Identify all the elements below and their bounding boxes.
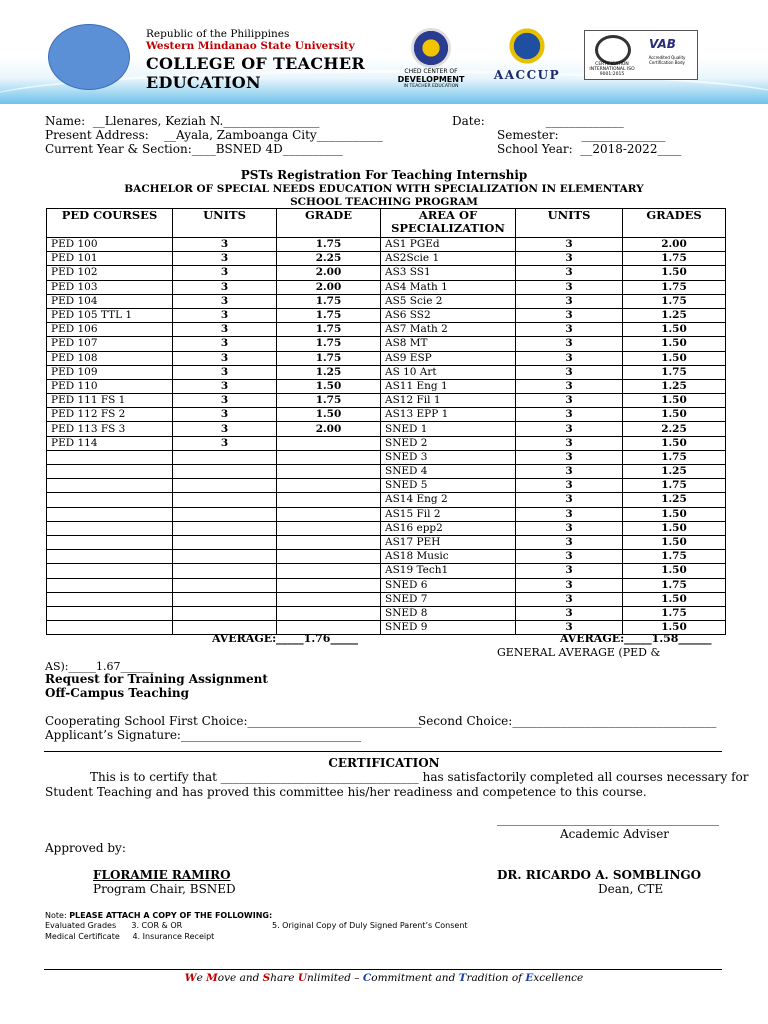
table-row (47, 550, 726, 564)
ped-grade-cell (277, 465, 381, 479)
university-seal-icon (48, 24, 130, 90)
as-course-cell: AS16 epp2 (381, 521, 516, 535)
program-chair-name: FLORAMIE RAMIRO (93, 868, 231, 882)
ched-big-text: DEVELOPMENT (397, 75, 465, 84)
certification-line1: This is to certify that _________________________________ has satisfactorily completed all courses necessary for (90, 770, 749, 784)
ped-units-cell (173, 578, 277, 592)
motto-w5-rest: ommitment and (371, 972, 459, 984)
as-units-cell: 3 (516, 592, 623, 606)
as-units-cell: 3 (516, 351, 623, 365)
motto-w2: M (206, 972, 218, 984)
ped-course-cell: PED 100 (47, 238, 173, 252)
motto-w6-rest: radition of (466, 972, 526, 984)
certification-line2: Student Teaching and has proved this committee his/her readiness and competence to this course. (45, 785, 647, 799)
as-grade-cell: 1.75 (623, 280, 726, 294)
ched-logo (390, 28, 472, 88)
as-grade-cell: 2.25 (623, 422, 726, 436)
ped-units-cell: 3 (173, 323, 277, 337)
table-row (47, 294, 726, 308)
ped-grade-cell: 1.75 (277, 323, 381, 337)
ped-grade-cell: 1.25 (277, 365, 381, 379)
ped-grade-cell (277, 436, 381, 450)
program-title-line2: SCHOOL TEACHING PROGRAM (290, 196, 478, 208)
motto-w6: T (458, 972, 467, 984)
as-course-cell: AS14 Eng 2 (381, 493, 516, 507)
grades-table (46, 208, 726, 635)
table-row (47, 422, 726, 436)
vab-desc: Accredited Quality Certification Body (648, 55, 686, 65)
as-units-cell: 3 (516, 564, 623, 578)
as-grade-cell: 1.75 (623, 606, 726, 620)
as-grade-cell: 1.50 (623, 266, 726, 280)
second-choice-field: Second Choice:__________________________________ (418, 714, 717, 728)
ped-units-cell (173, 550, 277, 564)
table-row (47, 266, 726, 280)
ped-grade-cell: 1.75 (277, 238, 381, 252)
as-course-cell: SNED 7 (381, 592, 516, 606)
ped-units-cell (173, 535, 277, 549)
motto-w1: W (184, 972, 197, 984)
as-units-cell: 3 (516, 323, 623, 337)
header-area-of-specialization: AREA OF SPECIALIZATION (381, 209, 516, 238)
ped-grade-cell: 1.75 (277, 337, 381, 351)
note-heading-text: PLEASE ATTACH A COPY OF THE FOLLOWING: (69, 911, 273, 920)
header-units: UNITS (173, 209, 277, 238)
address-field: Present Address: __Ayala, Zamboanga City___________ (45, 128, 383, 142)
ped-course-cell: PED 112 FS 2 (47, 408, 173, 422)
academic-adviser-label: Academic Adviser (560, 827, 670, 841)
program-chair-title: Program Chair, BSNED (93, 882, 236, 896)
as-course-cell: AS9 ESP (381, 351, 516, 365)
as-course-cell: AS5 Scie 2 (381, 294, 516, 308)
as-units-cell: 3 (516, 379, 623, 393)
as-course-cell: AS 10 Art (381, 365, 516, 379)
college-line1: COLLEGE OF TEACHER (146, 54, 365, 73)
ped-course-cell (47, 564, 173, 578)
table-row (47, 238, 726, 252)
note-heading (45, 911, 272, 920)
vab-text: VAB (649, 37, 676, 51)
ped-grade-cell (277, 535, 381, 549)
aaccup-logo (482, 26, 572, 82)
as-units-cell: 3 (516, 450, 623, 464)
ped-grade-cell (277, 450, 381, 464)
ped-grade-cell: 1.50 (277, 408, 381, 422)
ped-units-cell: 3 (173, 337, 277, 351)
as-grade-cell: 1.25 (623, 493, 726, 507)
as-units-cell: 3 (516, 550, 623, 564)
table-row (47, 337, 726, 351)
as-units-cell: 3 (516, 266, 623, 280)
ped-grade-cell: 2.00 (277, 422, 381, 436)
semester-field: Semester: ______________ (497, 128, 666, 142)
as-grade-cell: 1.50 (623, 621, 726, 635)
table-row (47, 252, 726, 266)
as-grade-cell: 1.50 (623, 592, 726, 606)
ped-units-cell: 3 (173, 280, 277, 294)
ped-grade-cell: 2.25 (277, 252, 381, 266)
ped-course-cell (47, 479, 173, 493)
table-row (47, 408, 726, 422)
ped-grade-cell (277, 479, 381, 493)
ped-course-cell: PED 114 (47, 436, 173, 450)
as-units-cell: 3 (516, 621, 623, 635)
ped-units-cell (173, 493, 277, 507)
ped-grade-cell (277, 578, 381, 592)
ped-units-cell (173, 606, 277, 620)
ped-course-cell: PED 101 (47, 252, 173, 266)
ped-grade-cell: 2.00 (277, 266, 381, 280)
ped-course-cell (47, 493, 173, 507)
as-units-cell: 3 (516, 238, 623, 252)
motto-w1-rest: e (196, 972, 207, 984)
as-course-cell: AS8 MT (381, 337, 516, 351)
ped-grade-cell (277, 592, 381, 606)
ped-units-cell (173, 592, 277, 606)
ped-units-cell: 3 (173, 379, 277, 393)
as-grade-cell: 1.75 (623, 365, 726, 379)
ped-units-cell (173, 564, 277, 578)
republic-text: Republic of the Philippines (146, 28, 290, 40)
as-course-cell: SNED 2 (381, 436, 516, 450)
as-grade-cell: 1.50 (623, 351, 726, 365)
note-line1a: Evaluated Grades 3. COR & OR (45, 921, 183, 930)
ped-units-cell: 3 (173, 436, 277, 450)
as-units-cell: 3 (516, 521, 623, 535)
certification-title: CERTIFICATION (328, 756, 440, 770)
ped-grade-cell (277, 550, 381, 564)
ped-units-cell: 3 (173, 238, 277, 252)
ped-course-cell (47, 521, 173, 535)
college-line2: EDUCATION (146, 73, 261, 92)
as-grade-cell: 1.50 (623, 323, 726, 337)
as-course-cell: SNED 1 (381, 422, 516, 436)
ped-course-cell: PED 104 (47, 294, 173, 308)
table-row (47, 521, 726, 535)
ped-average: AVERAGE:_____1.76_____ (212, 632, 358, 645)
as-units-cell: 3 (516, 436, 623, 450)
as-course-cell: AS19 Tech1 (381, 564, 516, 578)
as-grade-cell: 1.75 (623, 252, 726, 266)
table-row (47, 436, 726, 450)
ped-grade-cell (277, 507, 381, 521)
as-course-cell: AS1 PGEd (381, 238, 516, 252)
ped-course-cell (47, 621, 173, 635)
ched-seal-icon (411, 28, 451, 68)
table-row (47, 308, 726, 322)
table-header-row (47, 209, 726, 238)
ped-course-cell: PED 111 FS 1 (47, 394, 173, 408)
as-grade-cell: 1.75 (623, 578, 726, 592)
ped-course-cell: PED 105 TTL 1 (47, 308, 173, 322)
dean-title: Dean, CTE (598, 882, 664, 896)
ped-grade-cell (277, 564, 381, 578)
as-course-cell: AS6 SS2 (381, 308, 516, 322)
as-units-cell: 3 (516, 294, 623, 308)
table-row (47, 465, 726, 479)
ped-course-cell (47, 535, 173, 549)
as-course-cell: AS3 SS1 (381, 266, 516, 280)
year-section-field: Current Year & Section:____BSNED 4D__________ (45, 142, 343, 156)
ped-units-cell: 3 (173, 294, 277, 308)
motto-w7-rest: xcellence (533, 972, 584, 984)
as-units-cell: 3 (516, 493, 623, 507)
as-grade-cell: 1.50 (623, 507, 726, 521)
ped-course-cell (47, 507, 173, 521)
first-choice-field: Cooperating School First Choice:_____________________________ (45, 714, 422, 728)
program-title-line1: BACHELOR OF SPECIAL NEEDS EDUCATION WITH SPECIALIZATION IN ELEMENTARY (124, 183, 644, 195)
as-course-cell: AS15 Fil 2 (381, 507, 516, 521)
note-line1b: 5. Original Copy of Duly Signed Parent’s Consent (272, 921, 468, 930)
as-course-cell: SNED 5 (381, 479, 516, 493)
as-grade-cell: 1.75 (623, 550, 726, 564)
table-row (47, 280, 726, 294)
ped-units-cell (173, 450, 277, 464)
as-grade-cell: 1.75 (623, 294, 726, 308)
as-units-cell: 3 (516, 394, 623, 408)
ped-units-cell: 3 (173, 266, 277, 280)
as-units-cell: 3 (516, 408, 623, 422)
general-average-value: AS):_____1.67______ (45, 660, 154, 673)
ped-units-cell: 3 (173, 422, 277, 436)
ped-units-cell (173, 507, 277, 521)
as-course-cell: AS2Scie 1 (381, 252, 516, 266)
certification-logo (584, 30, 698, 80)
as-course-cell: SNED 8 (381, 606, 516, 620)
as-course-cell: SNED 9 (381, 621, 516, 635)
name-field: Name: __Llenares, Keziah N.________________ (45, 114, 320, 128)
motto-w4: U (297, 972, 308, 984)
as-grade-cell: 1.75 (623, 479, 726, 493)
table-row (47, 479, 726, 493)
as-grade-cell: 1.50 (623, 436, 726, 450)
adviser-signature-line: _____________________________________ (497, 812, 719, 826)
note-label: Note: (45, 911, 70, 920)
motto-w5: C (362, 972, 372, 984)
as-units-cell: 3 (516, 479, 623, 493)
ped-course-cell: PED 102 (47, 266, 173, 280)
ched-small-text: CHED CENTER OF (404, 68, 458, 75)
table-row (47, 323, 726, 337)
ped-units-cell: 3 (173, 308, 277, 322)
as-units-cell: 3 (516, 578, 623, 592)
cert-text: CERTIFICATION INTERNATIONAL ISO 9001:2015 (589, 62, 635, 77)
ped-grade-cell (277, 493, 381, 507)
ped-units-cell (173, 465, 277, 479)
approved-by-label: Approved by: (45, 841, 126, 855)
header-units-as: UNITS (516, 209, 623, 238)
motto-w3-rest: hare (270, 972, 298, 984)
table-row (47, 351, 726, 365)
as-course-cell: AS4 Math 1 (381, 280, 516, 294)
footer-motto (0, 972, 768, 984)
as-course-cell: AS18 Music (381, 550, 516, 564)
applicant-signature-field: Applicant’s Signature:______________________________ (45, 728, 361, 742)
ched-tiny-text: IN TEACHER EDUCATION (403, 84, 459, 89)
table-row (47, 450, 726, 464)
as-course-cell: AS12 Fil 1 (381, 394, 516, 408)
table-row (47, 394, 726, 408)
table-row (47, 493, 726, 507)
as-units-cell: 3 (516, 422, 623, 436)
as-units-cell: 3 (516, 606, 623, 620)
ped-course-cell: PED 103 (47, 280, 173, 294)
table-row (47, 379, 726, 393)
motto-w4-rest: nlimited – (307, 972, 363, 984)
as-units-cell: 3 (516, 337, 623, 351)
as-units-cell: 3 (516, 465, 623, 479)
as-course-cell: SNED 6 (381, 578, 516, 592)
as-units-cell: 3 (516, 535, 623, 549)
as-grade-cell: 1.50 (623, 408, 726, 422)
divider (44, 751, 722, 752)
footer-divider (44, 969, 722, 970)
table-row (47, 592, 726, 606)
table-row (47, 564, 726, 578)
aaccup-seal-icon (506, 26, 548, 66)
ped-grade-cell: 1.50 (277, 379, 381, 393)
ped-course-cell (47, 465, 173, 479)
table-row (47, 507, 726, 521)
form-title: PSTs Registration For Teaching Internship (240, 168, 528, 182)
ped-course-cell: PED 110 (47, 379, 173, 393)
school-year-field: School Year: __2018-2022____ (497, 142, 682, 156)
as-grade-cell: 1.50 (623, 564, 726, 578)
ped-units-cell: 3 (173, 252, 277, 266)
dean-name: DR. RICARDO A. SOMBLINGO (497, 868, 702, 882)
as-units-cell: 3 (516, 507, 623, 521)
table-row (47, 365, 726, 379)
as-grade-cell: 1.25 (623, 379, 726, 393)
as-course-cell: SNED 4 (381, 465, 516, 479)
request-subtitle: Off-Campus Teaching (45, 686, 190, 700)
ped-units-cell: 3 (173, 394, 277, 408)
as-units-cell: 3 (516, 280, 623, 294)
motto-w3: S (262, 972, 271, 984)
as-course-cell: SNED 3 (381, 450, 516, 464)
as-units-cell: 3 (516, 365, 623, 379)
as-grade-cell: 2.00 (623, 238, 726, 252)
ped-units-cell (173, 479, 277, 493)
as-grade-cell: 1.25 (623, 308, 726, 322)
ped-units-cell: 3 (173, 408, 277, 422)
ped-course-cell (47, 592, 173, 606)
as-grade-cell: 1.25 (623, 465, 726, 479)
header-ped-courses: PED COURSES (47, 209, 173, 238)
ped-units-cell (173, 521, 277, 535)
as-grade-cell: 1.50 (623, 535, 726, 549)
note-line2: Medical Certificate 4. Insurance Receipt (45, 932, 215, 941)
as-course-cell: AS17 PEH (381, 535, 516, 549)
table-row (47, 606, 726, 620)
as-grade-cell: 1.50 (623, 521, 726, 535)
as-units-cell: 3 (516, 308, 623, 322)
as-grade-cell: 1.75 (623, 450, 726, 464)
ped-course-cell (47, 450, 173, 464)
ped-course-cell: PED 113 FS 3 (47, 422, 173, 436)
as-grade-cell: 1.50 (623, 394, 726, 408)
motto-w2-rest: ove and (217, 972, 263, 984)
ped-units-cell: 3 (173, 365, 277, 379)
aaccup-text: AACCUP (493, 68, 561, 82)
certification-ring-icon (595, 35, 631, 65)
ped-grade-cell: 1.75 (277, 294, 381, 308)
ped-course-cell (47, 606, 173, 620)
header-grades: GRADES (623, 209, 726, 238)
ped-grade-cell: 1.75 (277, 308, 381, 322)
ped-course-cell (47, 578, 173, 592)
as-units-cell: 3 (516, 252, 623, 266)
table-row (47, 535, 726, 549)
table-row (47, 578, 726, 592)
date-field: Date: _____________ (452, 114, 624, 128)
as-grade-cell: 1.50 (623, 337, 726, 351)
ped-course-cell: PED 107 (47, 337, 173, 351)
ped-course-cell: PED 109 (47, 365, 173, 379)
university-name: Western Mindanao State University (146, 40, 355, 52)
ped-units-cell: 3 (173, 351, 277, 365)
ped-course-cell: PED 106 (47, 323, 173, 337)
as-course-cell: AS11 Eng 1 (381, 379, 516, 393)
request-title: Request for Training Assignment (45, 672, 268, 686)
ped-grade-cell: 2.00 (277, 280, 381, 294)
general-average-label: GENERAL AVERAGE (PED & (497, 646, 661, 659)
as-course-cell: AS13 EPP 1 (381, 408, 516, 422)
ped-grade-cell: 1.75 (277, 394, 381, 408)
header-grade: GRADE (277, 209, 381, 238)
college-name (146, 54, 365, 92)
as-average: AVERAGE:_____1.58______ (560, 632, 712, 645)
ped-course-cell: PED 108 (47, 351, 173, 365)
ped-grade-cell: 1.75 (277, 351, 381, 365)
motto-w7: E (525, 972, 534, 984)
ped-course-cell (47, 550, 173, 564)
ped-grade-cell (277, 606, 381, 620)
as-course-cell: AS7 Math 2 (381, 323, 516, 337)
ped-grade-cell (277, 521, 381, 535)
